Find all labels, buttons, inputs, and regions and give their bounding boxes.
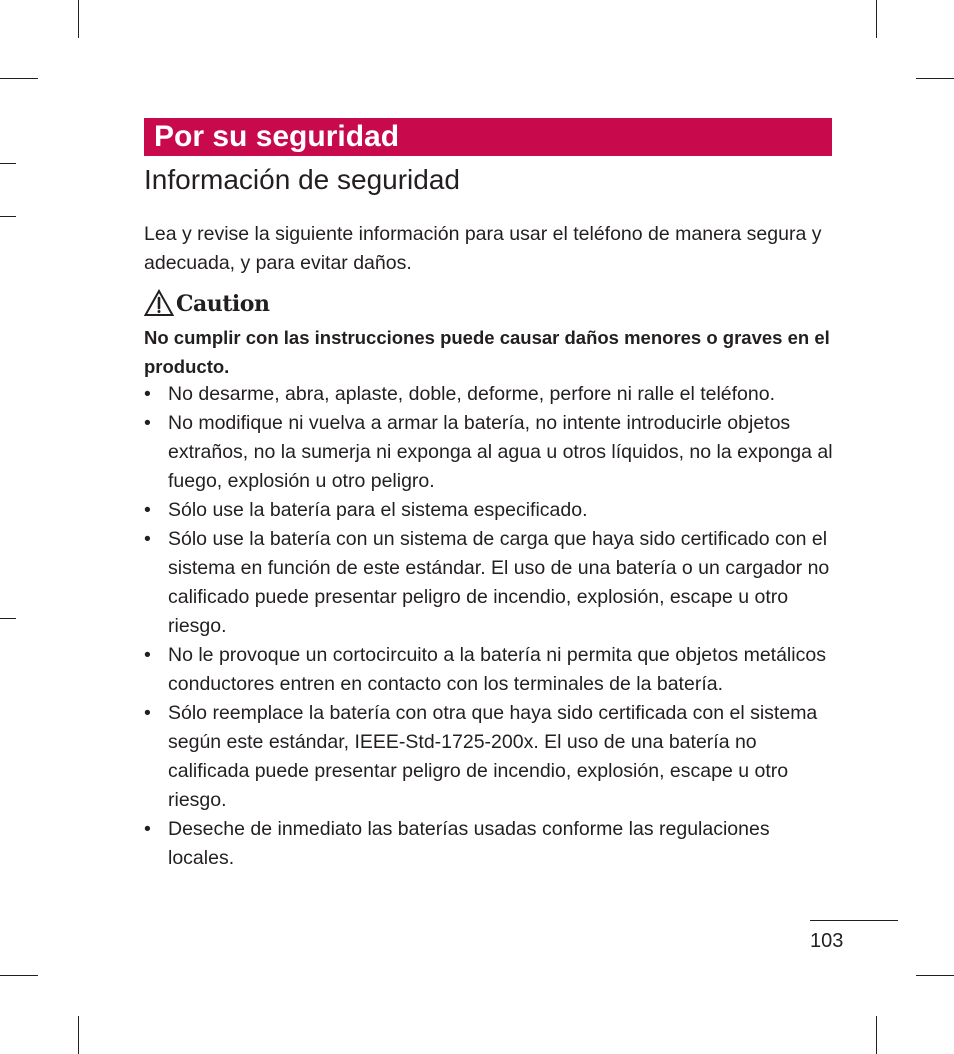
crop-mark [916,975,954,976]
bullet-symbol: • [144,528,151,550]
list-item [144,525,834,641]
bullet-symbol: • [144,818,151,840]
list-item-text: No desarme, abra, aplaste, doble, deforme, perfore ni ralle el teléfono. [168,383,776,405]
warning-text: No cumplir con las instrucciones puede causar daños menores o graves en el producto. [144,327,830,377]
page-number: 103 [810,930,844,952]
list-item [144,815,834,873]
crop-mark [78,1016,79,1054]
bullet-symbol: • [144,702,151,724]
crop-mark [0,618,16,619]
section-title: Por su seguridad [154,120,400,153]
list-item-text: Sólo use la batería para el sistema especificado. [168,499,588,521]
caution-label: Caution [176,291,270,317]
list-item [144,380,834,409]
bullet-symbol: • [144,383,151,405]
crop-mark [78,0,79,38]
list-item [144,496,834,525]
intro-paragraph: Lea y revise la siguiente información para usar el teléfono de manera segura y adecuada, y para evitar daños. [144,223,822,274]
caution-heading [144,285,269,317]
list-item-text: No modifique ni vuelva a armar la batería, no intente introducirle objetos extraños, no la sumerja ni exponga al agua u otros líquidos, no la exponga al fuego, explosión u otro peligro. [168,412,833,492]
page-subtitle: Información de seguridad [144,164,460,195]
section-header-bar [144,118,832,156]
crop-mark [0,216,16,217]
list-item [144,699,834,815]
bullet-symbol: • [144,499,151,521]
crop-mark [0,163,16,164]
list-item-text: Deseche de inmediato las baterías usadas conforme las regulaciones locales. [168,818,770,869]
list-item [144,641,834,699]
crop-mark [916,78,954,79]
safety-bullet-list [144,380,834,873]
crop-mark [0,78,38,79]
crop-mark [876,1016,877,1054]
list-item-text: Sólo reemplace la batería con otra que haya sido certificada con el sistema según este estándar, IEEE-Std-1725-200x. El uso de una batería no calificada puede presentar peligro de incendio, explosión, escape u otro riesgo. [168,702,818,811]
crop-mark [876,0,877,38]
list-item-text: Sólo use la batería con un sistema de carga que haya sido certificado con el sistema en función de este estándar. El uso de una batería o un cargador no calificado puede presentar peligro de incendio, explosión, escape u otro riesgo. [168,528,830,637]
list-item-text: No le provoque un cortocircuito a la batería ni permita que objetos metálicos conductores entren en contacto con los terminales de la batería. [168,644,826,695]
warning-triangle-icon [144,289,174,317]
list-item [144,409,834,496]
crop-mark [0,975,38,976]
page-number-rule [810,920,898,921]
bullet-symbol: • [144,412,151,434]
bullet-symbol: • [144,644,151,666]
